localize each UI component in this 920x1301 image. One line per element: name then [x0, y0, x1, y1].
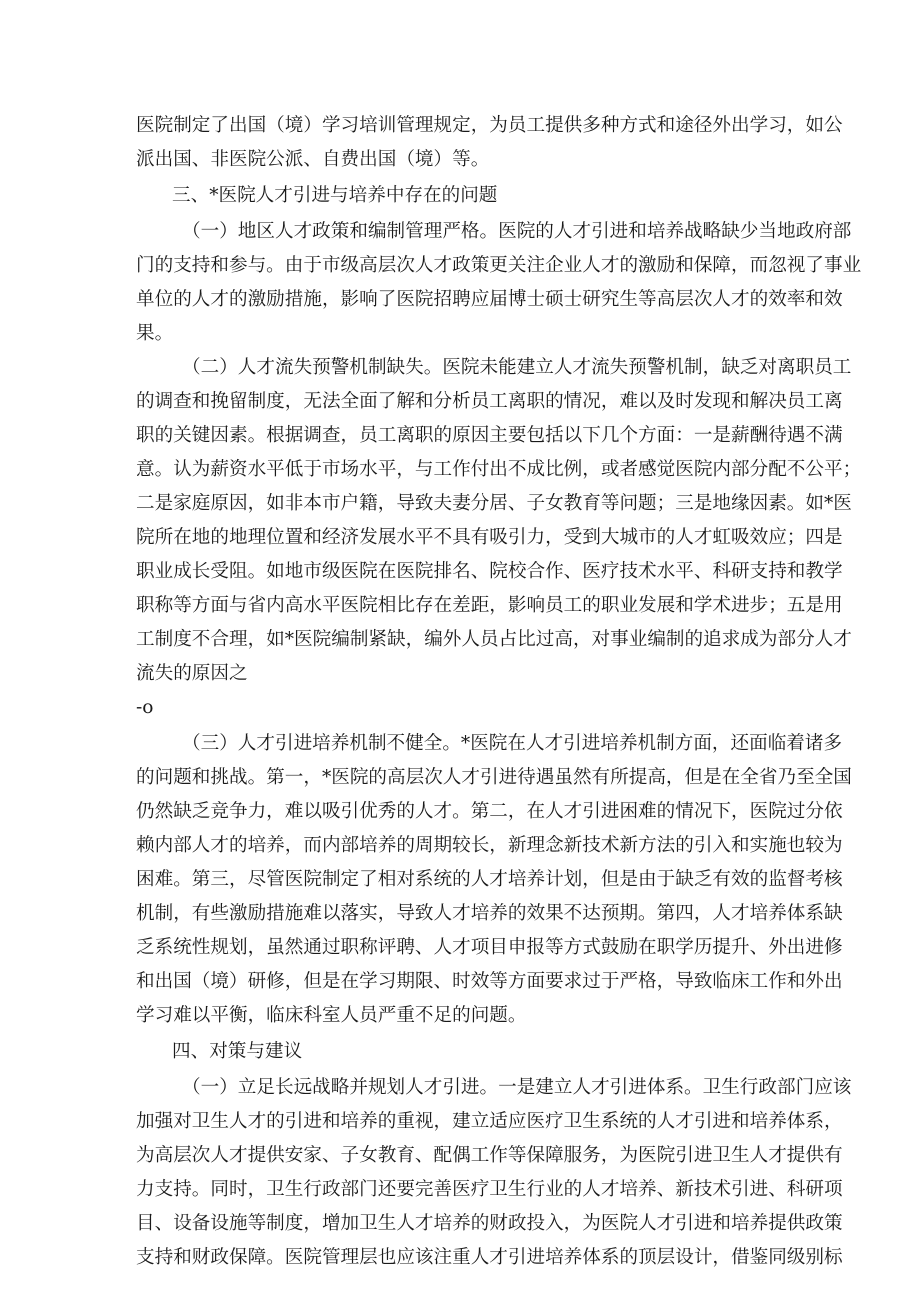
text-line: （一）地区人才政策和编制管理严格。医院的人才引进和培养战略缺少当地政府部: [182, 221, 852, 242]
text-line: 意。认为薪资水平低于市场水平，与工作付出不成比例，或者感觉医院内部分配不公平；: [136, 459, 862, 480]
text-line: 加强对卫生人才的引进和培养的重视，建立适应医疗卫生系统的人才引进和培养体系，: [136, 1111, 843, 1132]
section-heading: 四、对策与建议: [172, 1041, 303, 1062]
text-line: 单位的人才的激励措施，影响了医院招聘应届博士硕士研究生等高层次人才的效率和效: [136, 289, 843, 310]
text-line: 职的关键因素。根据调查，员工离职的原因主要包括以下几个方面：一是薪酬待遇不满: [136, 425, 843, 446]
text-line: 力支持。同时，卫生行政部门还要完善医疗卫生行业的人才培养、新技术引进、科研项: [136, 1179, 843, 1200]
text-line: -o: [136, 697, 154, 718]
text-line: 的调查和挽留制度，无法全面了解和分析员工离职的情况，难以及时发现和解决员工离: [136, 391, 843, 412]
text-line: 二是家庭原因，如非本市户籍，导致夫妻分居、子女教育等问题；三是地缘因素。如*医: [136, 493, 852, 514]
text-line: 工制度不合理，如*医院编制紧缺，编外人员占比过高，对事业编制的追求成为部分人才: [136, 629, 852, 650]
text-line: 为高层次人才提供安家、子女教育、配偶工作等保障服务，为医院引进卫生人才提供有: [136, 1145, 843, 1166]
text-line: 目、设备设施等制度，增加卫生人才培养的财政投入，为医院人才引进和培养提供政策: [136, 1213, 843, 1234]
text-line: 果。: [136, 323, 174, 344]
text-line: 赖内部人才的培养，而内部培养的周期较长，新理念新技术新方法的引入和实施也较为: [136, 835, 843, 856]
text-line: 仍然缺乏竞争力，难以吸引优秀的人才。第二，在人才引进困难的情况下，医院过分依: [136, 801, 843, 822]
text-line: 困难。第三，尽管医院制定了相对系统的人才培养计划，但是由于缺乏有效的监督考核: [136, 869, 843, 890]
text-line: （二）人才流失预警机制缺失。医院未能建立人才流失预警机制，缺乏对离职员工: [182, 357, 852, 378]
text-line: 和出国（境）研修，但是在学习期限、时效等方面要求过于严格，导致临床工作和外出: [136, 971, 843, 992]
text-line: 乏系统性规划，虽然通过职称评聘、人才项目申报等方式鼓励在职学历提升、外出进修: [136, 937, 843, 958]
text-line: 机制，有些激励措施难以落实，导致人才培养的效果不达预期。第四，人才培养体系缺: [136, 903, 843, 924]
text-line: 派出国、非医院公派、自费出国（境）等。: [136, 149, 490, 170]
text-line: 学习难以平衡，临床科室人员严重不足的问题。: [136, 1005, 527, 1026]
text-line: 流失的原因之: [136, 663, 248, 684]
text-line: 门的支持和参与。由于市级高层次人才政策更关注企业人才的激励和保障，而忽视了事业: [136, 255, 862, 276]
text-line: 职称等方面与省内高水平医院相比存在差距，影响员工的职业发展和学术进步；五是用: [136, 595, 843, 616]
text-line: （一）立足长远战略并规划人才引进。一是建立人才引进体系。卫生行政部门应该: [182, 1077, 852, 1098]
text-line: 职业成长受阻。如地市级医院在医院排名、院校合作、医疗技术水平、科研支持和教学: [136, 561, 843, 582]
text-line: 的问题和挑战。第一，*医院的高层次人才引进待遇虽然有所提高，但是在全省乃至全国: [136, 767, 852, 788]
text-line: （三）人才引进培养机制不健全。*医院在人才引进培养机制方面，还面临着诸多: [182, 733, 843, 754]
text-line: 医院制定了出国（境）学习培训管理规定，为员工提供多种方式和途径外出学习，如公: [136, 115, 843, 136]
text-line: 院所在地的地理位置和经济发展水平不具有吸引力，受到大城市的人才虹吸效应；四是: [136, 527, 843, 548]
text-line: 支持和财政保障。医院管理层也应该注重人才引进培养体系的顶层设计，借鉴同级别标: [136, 1247, 843, 1268]
section-heading: 三、*医院人才引进与培养中存在的问题: [172, 185, 498, 206]
